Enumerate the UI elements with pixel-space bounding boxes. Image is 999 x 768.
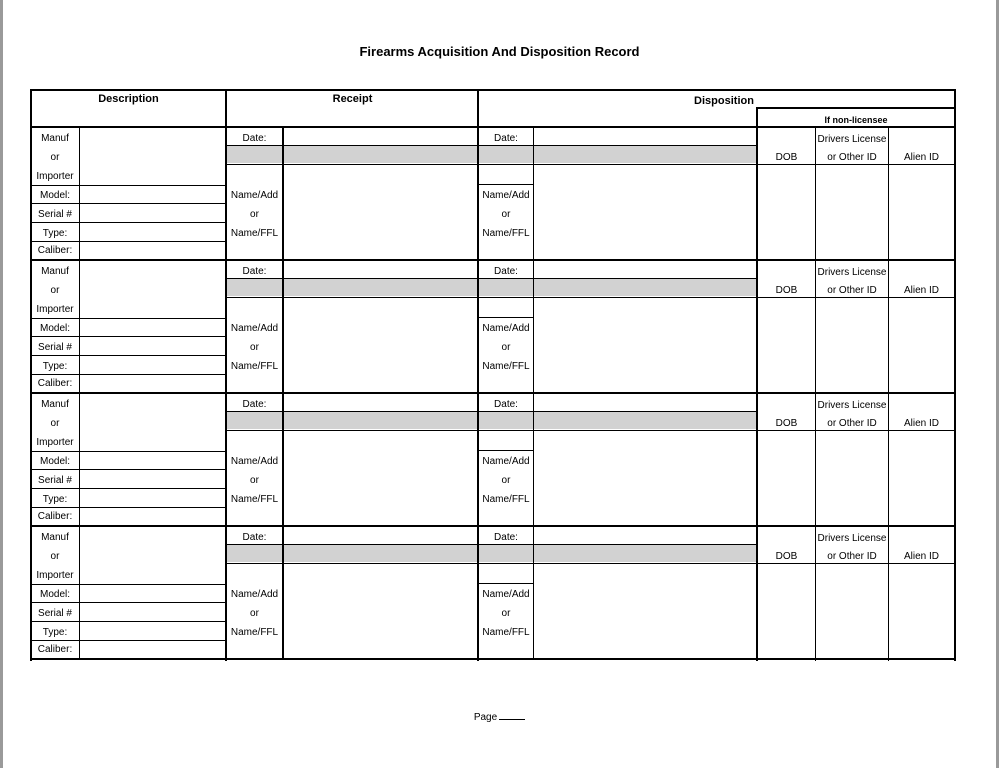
page-label: Page	[473, 712, 498, 723]
block-2-disposition-date-label: Date:	[494, 266, 518, 277]
block-3-manuf-label: Manuf	[41, 399, 69, 410]
block-3-importer-label: Importer	[36, 437, 74, 448]
block-4-type-field[interactable]	[80, 622, 225, 640]
block-2-model-label: Model:	[39, 323, 70, 334]
block-3-serial-label: Serial #	[38, 475, 72, 486]
block-2-disposition-date-shade	[534, 279, 756, 296]
block-4-caliber-label: Caliber:	[37, 644, 73, 655]
block-1-type-label: Type:	[42, 228, 68, 239]
block-1-type-field[interactable]	[80, 223, 225, 241]
block-2-receipt-name-add-label: Name/Add	[230, 323, 279, 334]
block-2-serial-field[interactable]	[80, 337, 225, 355]
block-2-receipt-label-shade	[227, 279, 282, 296]
block-2-dob-field[interactable]	[758, 298, 815, 391]
block-4-dob-field[interactable]	[758, 564, 815, 657]
block-3-receipt-name-ffl-label: Name/FFL	[230, 494, 279, 505]
block-1-disposition-name-ffl-label: Name/FFL	[482, 228, 530, 239]
block-4-receipt-name-field[interactable]	[284, 564, 477, 657]
block-4-drivers-license-field[interactable]	[816, 564, 888, 657]
block-3-receipt-label-shade	[227, 412, 282, 429]
block-4-receipt-date-field[interactable]	[284, 527, 477, 544]
block-2-manuf-importer-field[interactable]	[80, 261, 225, 318]
block-1-manuf-importer-field[interactable]	[80, 128, 225, 185]
block-1-disposition-date-shade	[534, 146, 756, 163]
block-1-receipt-date-line	[227, 145, 477, 146]
block-2-or-label: or	[50, 285, 60, 296]
block-1-model-label: Model:	[39, 190, 70, 201]
block-1-other-id-label: or Other ID	[827, 152, 877, 163]
block-3-type-field[interactable]	[80, 489, 225, 507]
block-3-or-label: or	[50, 418, 60, 429]
block-2-receipt-date-line	[227, 278, 477, 279]
block-2-receipt-date-shade	[284, 279, 477, 296]
block-4-disposition-label-shade	[479, 545, 533, 562]
block-3-receipt-date-field[interactable]	[284, 394, 477, 411]
block-3-receipt-name-field[interactable]	[284, 431, 477, 524]
table-bottom-border	[30, 658, 956, 660]
block-2-type-label: Type:	[42, 361, 68, 372]
block-1-alien-id-field[interactable]	[889, 165, 954, 258]
header-disposition: Disposition	[694, 95, 754, 107]
block-1-disposition-date-label: Date:	[494, 133, 518, 144]
block-3-alien-id-label: Alien ID	[903, 418, 939, 429]
block-4-caliber-field[interactable]	[80, 641, 225, 657]
block-4-receipt-date-line	[227, 544, 477, 545]
block-1-disposition-label-line	[479, 184, 533, 185]
block-4-drivers-license-label: Drivers License	[817, 533, 887, 544]
block-1-receipt-name-field[interactable]	[284, 165, 477, 258]
header-receipt: Receipt	[332, 93, 373, 105]
block-2-importer-label: Importer	[36, 304, 74, 315]
block-3-disposition-date-shade	[534, 412, 756, 429]
block-2-drivers-license-field[interactable]	[816, 298, 888, 391]
block-2-alien-id-field[interactable]	[889, 298, 954, 391]
block-2-drivers-license-label: Drivers License	[817, 267, 887, 278]
header-non-licensee: If non-licensee	[824, 115, 888, 125]
block-3-model-label: Model:	[39, 456, 70, 467]
block-1-receipt-label-shade	[227, 146, 282, 163]
block-2-receipt-date-field[interactable]	[284, 261, 477, 278]
block-2-serial-label: Serial #	[38, 342, 72, 353]
non-licensee-top-border	[756, 107, 956, 109]
block-2-disposition-name-ffl-label: Name/FFL	[482, 361, 530, 372]
block-4-disposition-name-add-label: Name/Add	[482, 589, 530, 600]
block-2-model-field[interactable]	[80, 319, 225, 336]
block-3-disposition-date-label: Date:	[494, 399, 518, 410]
block-1-caliber-field[interactable]	[80, 242, 225, 258]
block-1-caliber-label: Caliber:	[37, 245, 73, 256]
block-4-disposition-date-label: Date:	[494, 532, 518, 543]
block-3-dob-label: DOB	[775, 418, 798, 429]
block-3-type-label: Type:	[42, 494, 68, 505]
block-4-receipt-or-label: or	[250, 608, 259, 619]
block-4-receipt-date-label: Date:	[242, 532, 267, 543]
block-1-disposition-date-field[interactable]	[534, 128, 756, 145]
block-4-alien-id-field[interactable]	[889, 564, 954, 657]
block-1-disposition-name-field[interactable]	[534, 165, 756, 258]
block-3-manuf-importer-field[interactable]	[80, 394, 225, 451]
block-4-or-label: or	[50, 551, 60, 562]
block-4-receipt-name-ffl-label: Name/FFL	[230, 627, 279, 638]
block-3-receipt-date-label: Date:	[242, 399, 267, 410]
block-3-serial-field[interactable]	[80, 470, 225, 488]
block-4-receipt-date-shade	[284, 545, 477, 562]
block-2-caliber-field[interactable]	[80, 375, 225, 391]
block-3-disposition-label-shade	[479, 412, 533, 429]
block-2-disposition-or-label: or	[501, 342, 511, 353]
block-1-receipt-name-ffl-label: Name/FFL	[230, 228, 279, 239]
block-1-receipt-or-label: or	[250, 209, 259, 220]
block-4-type-label: Type:	[42, 627, 68, 638]
block-1-receipt-date-field[interactable]	[284, 128, 477, 145]
block-1-manuf-label: Manuf	[41, 133, 69, 144]
block-4-model-field[interactable]	[80, 585, 225, 602]
block-4-receipt-label-shade	[227, 545, 282, 562]
block-1-alien-id-label: Alien ID	[903, 152, 939, 163]
block-2-disposition-label-line	[479, 317, 533, 318]
block-2-disposition-date-field[interactable]	[534, 261, 756, 278]
block-3-disposition-or-label: or	[501, 475, 511, 486]
block-1-serial-label: Serial #	[38, 209, 72, 220]
receipt-left-border	[225, 89, 227, 661]
block-1-or-label: or	[50, 152, 60, 163]
block-1-drivers-license-label: Drivers License	[817, 134, 887, 145]
block-2-dob-label: DOB	[775, 285, 798, 296]
block-4-receipt-name-add-label: Name/Add	[230, 589, 279, 600]
block-4-importer-label: Importer	[36, 570, 74, 581]
table-top-border	[30, 89, 956, 91]
block-4-alien-id-label: Alien ID	[903, 551, 939, 562]
block-1-receipt-name-add-label: Name/Add	[230, 190, 279, 201]
block-3-receipt-or-label: or	[250, 475, 259, 486]
block-3-drivers-license-field[interactable]	[816, 431, 888, 524]
block-1-model-field[interactable]	[80, 186, 225, 203]
block-3-receipt-date-shade	[284, 412, 477, 429]
block-1-drivers-license-field[interactable]	[816, 165, 888, 258]
block-4-manuf-label: Manuf	[41, 532, 69, 543]
block-3-receipt-date-line	[227, 411, 477, 412]
block-2-disposition-name-field[interactable]	[534, 298, 756, 391]
block-2-disposition-date-line	[479, 278, 756, 279]
block-2-disposition-name-add-label: Name/Add	[482, 323, 530, 334]
block-3-model-field[interactable]	[80, 452, 225, 469]
page-number-field	[0, 710, 999, 723]
block-4-disposition-date-shade	[534, 545, 756, 562]
block-1-disposition-label-shade	[479, 146, 533, 163]
block-3-drivers-license-label: Drivers License	[817, 400, 887, 411]
block-3-receipt-name-add-label: Name/Add	[230, 456, 279, 467]
block-3-caliber-field[interactable]	[80, 508, 225, 524]
block-4-other-id-label: or Other ID	[827, 551, 877, 562]
block-3-caliber-label: Caliber:	[37, 511, 73, 522]
block-2-receipt-date-label: Date:	[242, 266, 267, 277]
block-2-receipt-name-field[interactable]	[284, 298, 477, 391]
block-2-receipt-or-label: or	[250, 342, 259, 353]
block-1-receipt-date-shade	[284, 146, 477, 163]
block-1-receipt-date-label: Date:	[242, 133, 267, 144]
block-4-disposition-label-line	[479, 583, 533, 584]
block-3-disposition-date-line	[479, 411, 756, 412]
block-1-importer-label: Importer	[36, 171, 74, 182]
block-2-disposition-label-shade	[479, 279, 533, 296]
page-number-blank	[499, 710, 525, 720]
block-3-disposition-name-ffl-label: Name/FFL	[482, 494, 530, 505]
header-description: Description	[98, 93, 159, 105]
block-3-disposition-name-field[interactable]	[534, 431, 756, 524]
block-4-serial-field[interactable]	[80, 603, 225, 621]
block-1-disposition-date-line	[479, 145, 756, 146]
block-2-receipt-name-ffl-label: Name/FFL	[230, 361, 279, 372]
block-4-model-label: Model:	[39, 589, 70, 600]
block-1-disposition-name-add-label: Name/Add	[482, 190, 530, 201]
block-4-disposition-or-label: or	[501, 608, 511, 619]
block-2-manuf-label: Manuf	[41, 266, 69, 277]
block-2-alien-id-label: Alien ID	[903, 285, 939, 296]
block-4-disposition-name-ffl-label: Name/FFL	[482, 627, 530, 638]
block-2-type-field[interactable]	[80, 356, 225, 374]
form-title: Firearms Acquisition And Disposition Record	[359, 44, 640, 59]
block-4-manuf-importer-field[interactable]	[80, 527, 225, 584]
block-1-serial-field[interactable]	[80, 204, 225, 222]
disposition-left-border	[477, 89, 479, 661]
block-3-alien-id-field[interactable]	[889, 431, 954, 524]
block-2-other-id-label: or Other ID	[827, 285, 877, 296]
block-3-other-id-label: or Other ID	[827, 418, 877, 429]
block-3-disposition-date-field[interactable]	[534, 394, 756, 411]
block-3-disposition-name-add-label: Name/Add	[482, 456, 530, 467]
block-4-dob-label: DOB	[775, 551, 798, 562]
block-3-disposition-label-line	[479, 450, 533, 451]
block-1-disposition-or-label: or	[501, 209, 511, 220]
block-2-caliber-label: Caliber:	[37, 378, 73, 389]
block-1-dob-label: DOB	[775, 152, 798, 163]
block-3-dob-field[interactable]	[758, 431, 815, 524]
table-right-border	[954, 89, 956, 661]
block-4-serial-label: Serial #	[38, 608, 72, 619]
block-4-disposition-name-field[interactable]	[534, 564, 756, 657]
block-1-dob-field[interactable]	[758, 165, 815, 258]
block-4-disposition-date-field[interactable]	[534, 527, 756, 544]
block-4-disposition-date-line	[479, 544, 756, 545]
